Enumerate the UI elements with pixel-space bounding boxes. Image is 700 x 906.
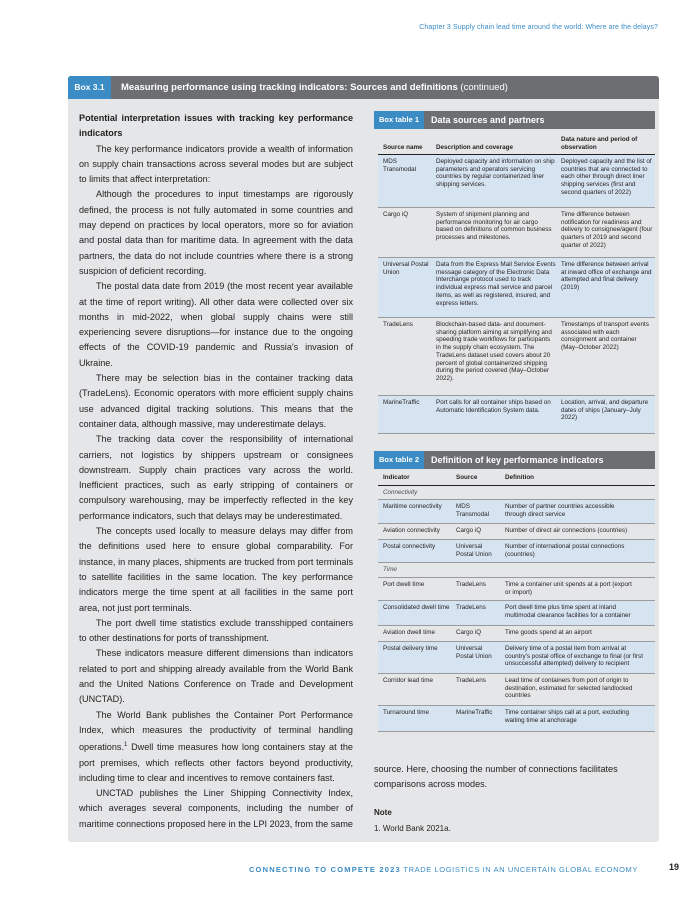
table1-source: MarineTraffic [383,399,420,406]
table1-source: Universal Postal Union [383,261,429,276]
table2-indicator: Corridor lead time [383,677,434,684]
table2-definition: Delivery time of a postal item from arrival at country's postal office of exchange to final (or first unsuccessful attempted) delivery to recipient [505,645,643,668]
table1-source: TradeLens [383,321,413,328]
table2-definition: Number of partner countries accessible through direct service [505,503,615,518]
table1-badge: Box table 1 [374,111,424,129]
left-column [79,111,353,832]
table1-nature: Location, arrival, and departure dates of ships (January–July 2022) [561,399,649,422]
table1-description: Deployed capacity and information on ship parameters and operators servicing countries by regular containerized liner shipping services. [436,158,555,189]
paragraph-9-rest: Dwell time measures how long containers stay at the port premises, which reflects other factors beyond productivity, including time to clear and incentives to remove containers fast. [79,742,353,783]
table-row [378,318,655,396]
page-footer [249,865,638,874]
footnote-ref[interactable]: 1 [124,742,128,749]
table-row [378,208,655,258]
table2-indicator: Postal delivery time [383,645,438,652]
table-row [378,642,655,674]
table2-source: TradeLens [456,604,486,611]
table2-indicator: Turnaround time [383,709,429,716]
table1-nature: Deployed capacity and the list of countries that are connected to each other through direct liner shipping services (first and second quarters of 2022) [561,158,652,196]
box-title-text: Measuring performance using tracking indicators: Sources and definitions [121,82,458,93]
paragraph-4: There may be selection bias in the container tracking data (TradeLens). Economic operators with more efficient supply chains use advanced digital tracking solutions. This means that the container data, although massive, may underestimate delays. [79,373,353,429]
paragraph-7: The port dwell time statistics exclude transshipped containers to other destinations for ports of transshipment. [79,617,353,644]
table1-col-source: Source name [383,144,423,151]
table-row [378,524,655,540]
table-row [378,500,655,524]
table1-col-nature: Data nature and period of observation [561,136,638,151]
table1-description: Port calls for all container ships based on Automatic Identification System data. [436,399,551,414]
table2-section-time: Time [383,566,397,573]
table2-indicator: Aviation connectivity [383,527,440,534]
table2-header-row [378,471,655,486]
table2-source: MarineTraffic [456,709,493,716]
table-row [378,626,655,642]
paragraph-2: Although the procedures to input timestamps are rigorously defined, the process is not fully automated in some countries and may depend on practices by local operators, more so for aviation and postal data than for maritime data. In agreement with the data partners, the data do not include countries where there is a strong suspicion of deficient recording. [79,189,353,276]
table-row [378,155,655,208]
table-row [378,674,655,706]
table1-nature: Timestamps of transport events associated with each consignment and container (May–October 2022) [561,321,649,352]
table1-description: Data from the Express Mail Service Events message category of the Electronic Data Interchange protocol used to track individual express mail service and parcel items, as well as registered, insured, and express letters. [436,261,556,307]
box-badge: Box 3.1 [68,76,111,99]
table2-indicator: Port dwell time [383,581,425,588]
table2-indicator: Consolidated dwell time [383,604,450,611]
table2-source: Universal Postal Union [456,543,492,558]
table2-definition: Time a container unit spends at a port (export or import) [505,581,632,596]
table1-col-description: Description and coverage [436,144,513,151]
table2-definition: Time container ships call at a port, excluding waiting time at anchorage [505,709,630,724]
table2-section-row [378,486,655,500]
table2-col-indicator: Indicator [383,474,410,481]
table1-source: MDS Transmodal [383,158,417,173]
table1-source: Cargo iQ [383,211,409,218]
footer-brand: CONNECTING TO COMPETE 2023 [248,865,401,874]
paragraph-9 [79,708,353,787]
right-bottom-text [374,762,656,793]
table1-nature: Time difference between arrival at inward office of exchange and attempted and final delivery (2019) [561,261,652,292]
table1-nature: Time difference between notification for readiness and delivery to consignee/agent (four quarters of 2019 and second quarter of 2022) [561,211,653,249]
table2-source: TradeLens [456,581,486,588]
chapter-header: Chapter 3 Supply chain lead time around the world: Where are the delays? [419,24,658,31]
table-row [378,396,655,434]
table-row [378,601,655,626]
paragraph-5: The tracking data cover the responsibility of international carriers, not logistics by shippers upstream or consignees downstream. Supply chain practices vary across the world. Inefficient practices, such as early stripping of containers or compulsory warehousing, may be imperfectly reflected in the key performance indicators, such that delays may be underestimated. [79,434,353,521]
table1 [378,133,655,434]
table2-title: Definition of key performance indicators [431,455,604,465]
table2-indicator: Maritime connectivity [383,503,442,510]
paragraph-1: The key performance indicators provide a wealth of information on supply chain transactions across several modes but are subject to limits that affect interpretation: [79,143,353,185]
table-row [378,578,655,601]
table-row [378,540,655,563]
table-row [378,706,655,732]
table2-section-row [378,563,655,578]
continuation-paragraph: source. Here, choosing the number of connections facilitates comparisons across modes. [374,764,618,790]
page-number: 19 [668,862,679,872]
box-title [121,76,508,99]
table2-definition: Number of direct air connections (countries) [505,527,628,534]
box-title-suffix: (continued) [457,82,508,93]
table2-definition: Number of international postal connections (countries) [505,543,625,558]
paragraph-3: The postal data date from 2019 (the most recent year available at the time of report writing). All other data were collected over six months in mid-2022, when global supply chains were still experiencing severe disruptions—for instance due to the ongoing effects of the COVID-19 pandemic and Russia's invasion of Ukraine. [79,281,353,368]
table2-definition: Port dwell time plus time spent at inland multimodal clearance facilities for a container [505,604,631,619]
table2-source: Cargo iQ [456,629,482,636]
table2-indicator: Postal connectivity [383,543,436,550]
table2-source: MDS Transmodal [456,503,490,518]
table2-badge: Box table 2 [374,451,424,469]
table2-col-source: Source [456,474,478,481]
table1-header-row [378,133,655,155]
table2-definition: Time goods spend at an airport [505,629,592,636]
paragraph-9-text: The World Bank publishes the Container Port Performance Index, which measures the productivity of terminal handling operations. [79,709,353,753]
note-heading: Note [374,808,392,817]
footer-subtitle: TRADE LOGISTICS IN AN UNCERTAIN GLOBAL ECONOMY [400,865,638,874]
note-text: 1. World Bank 2021a. [374,824,451,833]
table-row [378,258,655,318]
left-heading: Potential interpretation issues with tracking key performance indicators [79,113,353,139]
table2-section-connectivity: Connectivity [383,489,418,496]
paragraph-10: UNCTAD publishes the Liner Shipping Connectivity Index, which averages several components, including the number of maritime connections proposed here in the LPI 2023, from the same [79,788,353,829]
table2-definition: Lead time of containers from port of origin to destination, estimated for selected landlocked countries [505,677,633,700]
table1-description: System of shipment planning and performance monitoring for air cargo based on definitions of common business processes and milestones. [436,211,552,242]
table2 [378,471,655,732]
table2-source: TradeLens [456,677,486,684]
table1-description: Blockchain-based data- and document-sharing platform aiming at simplifying and speeding trade workflows for participants in the supply chain ecosystem. The TradeLens dataset used covers about 20 percent of global containerized shipping during the period covered (May–October 2022). [436,321,552,382]
paragraph-6: The concepts used locally to measure delays may differ from the definitions used here to ensure global comparability. For instance, in many places, shipments are trucked from port terminals to satellite facilities in the same location. The key performance indicators merge the time spent at all facilities in the same port area, not just port terminals. [79,526,353,613]
table2-source: Cargo iQ [456,527,482,534]
table1-title: Data sources and partners [431,115,545,125]
table2-col-definition: Definition [505,474,535,481]
table2-source: Universal Postal Union [456,645,492,660]
table2-indicator: Aviation dwell time [383,629,436,636]
paragraph-8: These indicators measure different dimensions than indicators related to port and shipping already available from the World Bank and the United Nations Conference on Trade and Development (UNCTAD). [79,648,353,705]
